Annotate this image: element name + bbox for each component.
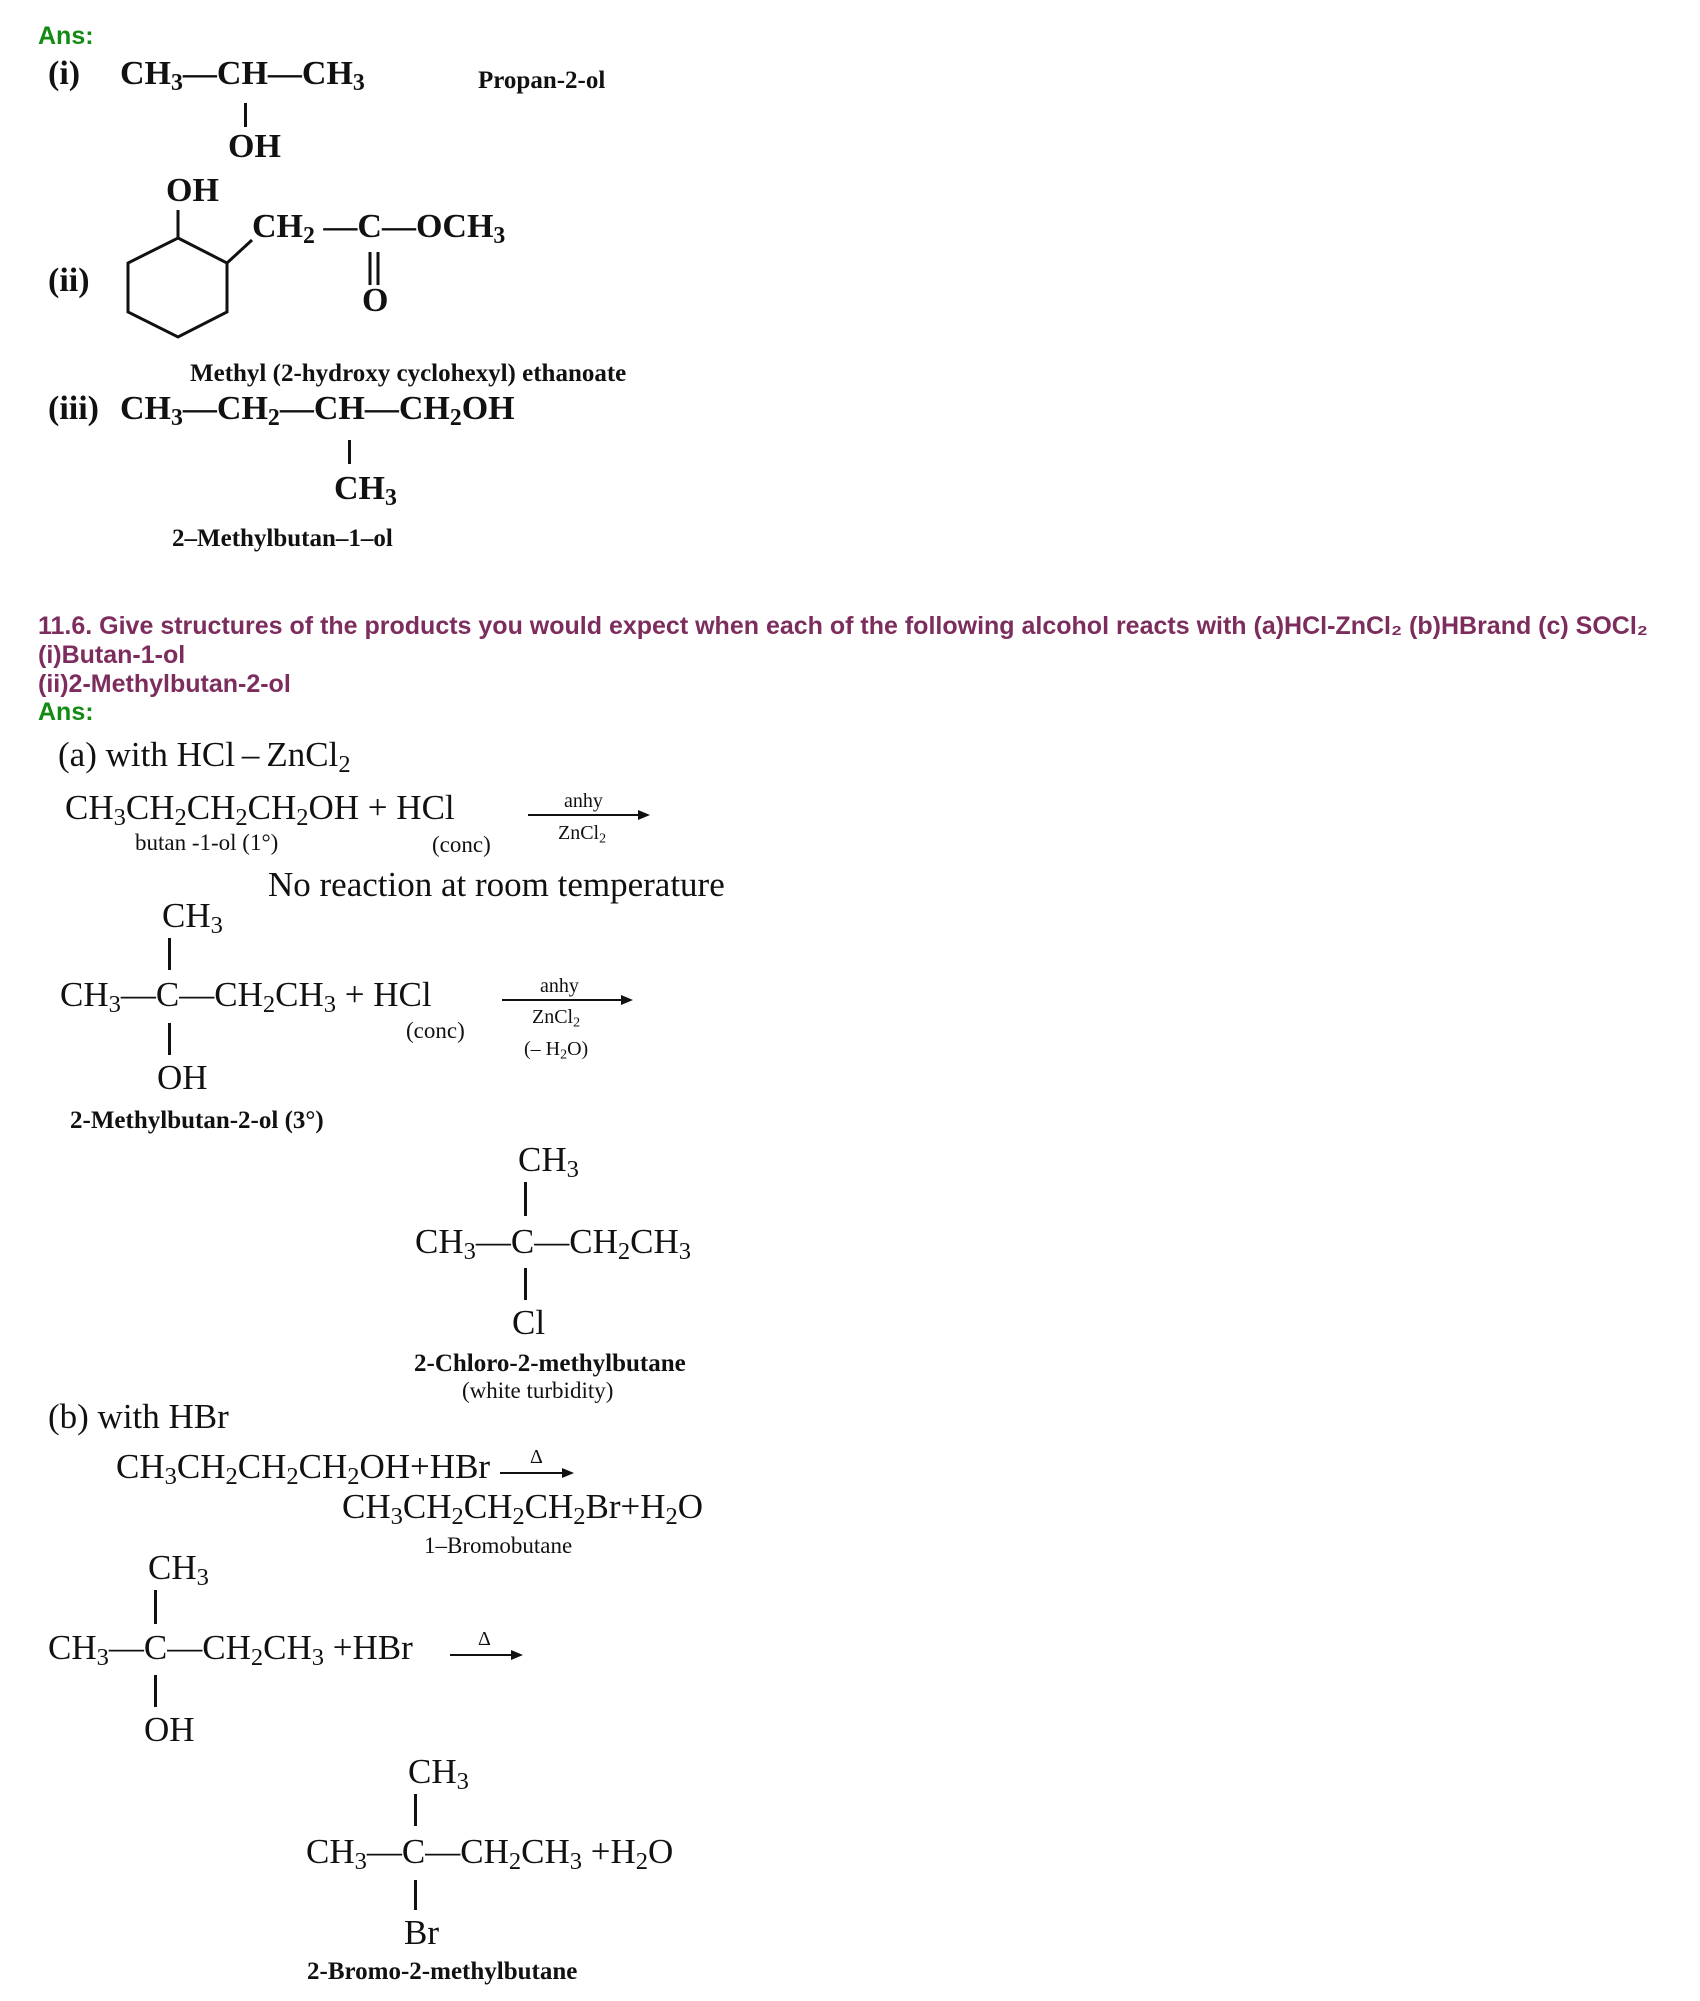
item-ii-number: (ii) (48, 262, 90, 299)
question-item-1: (i)Butan-1-ol (38, 641, 186, 669)
bond-line (414, 1794, 417, 1826)
propan-2-ol-formula: $CH_3—CH—CH_3$ (120, 55, 365, 96)
hydroxy-bottom: OH (157, 1058, 208, 1097)
bromo-product-formula: $CH_3—C—CH_2CH_3 +H_2O$ (306, 1832, 674, 1876)
methylbutanol-hbr-reactants: $CH_3—C—CH_2CH_3 +HBr$ (48, 1628, 413, 1672)
methylbutanol-name: 2–Methylbutan–1–ol (172, 525, 393, 552)
butanol-hcl-reactants: $CH_3CH_2CH_2CH_2OH$ + HCl (65, 788, 455, 832)
bond-line (154, 1590, 157, 1624)
chloro-product-formula: $CH_3—C—CH_2CH_3$ (415, 1222, 691, 1266)
chloro-product-note: (white turbidity) (462, 1378, 614, 1403)
answer-label: Ans: (38, 698, 94, 726)
item-iii-number: (iii) (48, 390, 99, 427)
methylbutanol-hcl-reactants: $CH_3—C—CH_2CH_3$ + HCl (60, 975, 432, 1019)
bromobutane-products: $CH_3CH_2CH_2CH_2Br+H_2O$ (342, 1487, 704, 1531)
no-reaction-note: No reaction at room temperature (268, 865, 725, 904)
arrow-condition-top: anhy (540, 975, 579, 997)
methyl-top: $CH_3$ (518, 1140, 579, 1184)
ester-chain: $CH_2$ $—C—OCH_3$ (252, 208, 506, 249)
bromine-bottom: Br (404, 1913, 439, 1952)
bond-line (244, 103, 247, 127)
bromo-product-name: 2-Bromo-2-methylbutane (307, 1958, 578, 1985)
bond-line (168, 938, 171, 970)
butanol-label: butan -1-ol (1°) (135, 830, 279, 855)
propan-2-ol-name: Propan-2-ol (478, 67, 606, 94)
chloro-product-name: 2-Chloro-2-methylbutane (414, 1350, 686, 1377)
bond-line (348, 440, 351, 464)
arrow-condition-bottom: ZnCl$_2$ (558, 822, 607, 847)
hydroxy-bottom: OH (144, 1710, 195, 1749)
answer-label: Ans: (38, 22, 94, 50)
bond-line (154, 1675, 157, 1707)
hcl-conc-label: (conc) (406, 1018, 465, 1043)
question-item-2: (ii)2-Methylbutan-2-ol (38, 670, 291, 698)
section-b-heading: (b) with HBr (48, 1397, 229, 1436)
methylbutanol-formula: $CH_3—CH_2—CH—CH_2OH$ (120, 390, 515, 431)
bond-line (524, 1182, 527, 1216)
methylbutanol-label: 2-Methylbutan-2-ol (3°) (70, 1107, 324, 1134)
section-a-heading: (a) with HCl – ZnCl$_2$ (58, 735, 351, 779)
arrow-condition-bottom: (– $H_2O$) (524, 1038, 589, 1063)
butanol-hbr-reactants: $CH_3CH_2CH_2CH_2OH+HBr$ (116, 1447, 491, 1491)
methyl-branch: $CH_3$ (334, 470, 397, 511)
item-i-number: (i) (48, 55, 81, 92)
methyl-top: $CH_3$ (148, 1548, 209, 1592)
methyl-top: $CH_3$ (408, 1752, 469, 1796)
bromobutane-name: 1–Bromobutane (424, 1533, 573, 1558)
hcl-conc-label: (conc) (432, 832, 491, 857)
heat-symbol: Δ (478, 1628, 491, 1650)
reaction-arrow-icon (0, 0, 1, 1)
ester-name: Methyl (2-hydroxy cyclohexyl) ethanoate (190, 360, 627, 387)
arrow-condition-mid: ZnCl$_2$ (532, 1006, 581, 1031)
bond-line (414, 1880, 417, 1910)
carbonyl-oxygen: O (362, 282, 389, 319)
propan-2-ol-oh: OH (228, 128, 281, 165)
hydroxy-group: OH (166, 172, 219, 209)
bond-line (524, 1268, 527, 1300)
methyl-top: $CH_3$ (162, 896, 223, 940)
chlorine-bottom: Cl (512, 1303, 546, 1342)
heat-symbol: Δ (530, 1446, 543, 1468)
question-text: 11.6. Give structures of the products you would expect when each of the following alcohol reacts with (a)HCl-ZnCl₂ (b)HBrand (c) SOCl₂ (38, 612, 1648, 640)
arrow-condition-top: anhy (564, 790, 603, 812)
bond-line (168, 1023, 171, 1055)
